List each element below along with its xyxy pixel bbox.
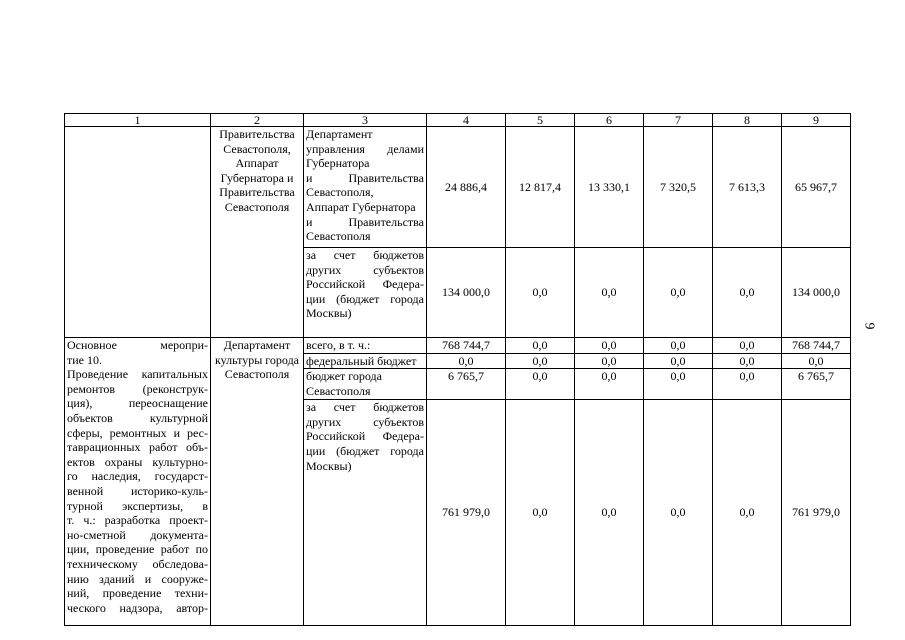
text-line: ний, проведение техни-: [67, 586, 208, 601]
header-cell: 2: [211, 114, 304, 127]
text-line: ции (бюджет города: [306, 443, 424, 458]
responsible-executor: [211, 338, 304, 626]
table-row: [65, 127, 851, 248]
header-cell: 7: [644, 114, 713, 127]
value-cell: 6 765,7: [427, 369, 506, 400]
value-cell: 0,0: [575, 400, 644, 626]
text-line: Правительства: [219, 127, 295, 141]
text-line: других субъектов: [306, 414, 424, 429]
value-cell: 761 979,0: [427, 400, 506, 626]
text-line: Департамент: [306, 127, 373, 141]
value-cell: 0,0: [575, 338, 644, 354]
page-number: 9: [861, 322, 877, 330]
funding-source: [304, 369, 427, 400]
text-line: Севастополя,: [306, 185, 374, 200]
funding-source: [304, 400, 427, 626]
value-cell: 0,0: [506, 248, 575, 338]
value-cell: 0,0: [713, 248, 782, 338]
value-cell: 6 765,7: [782, 369, 851, 400]
value-cell: 0,0: [644, 400, 713, 626]
text-line: управления делами: [306, 141, 424, 156]
text-line: Проведение капитальных: [67, 367, 208, 382]
text-line: Москвы): [306, 458, 352, 473]
text-line: Губернатора и: [220, 170, 294, 185]
text-line: тие 10.: [67, 352, 102, 367]
value-cell: 0,0: [644, 353, 713, 369]
value-cell: 0,0: [427, 353, 506, 369]
header-cell: 8: [713, 114, 782, 127]
text-line: федеральный бюджет: [306, 353, 417, 368]
value-cell: 0,0: [506, 400, 575, 626]
header-cell: 3: [304, 114, 427, 127]
text-line: Севастополя: [224, 367, 290, 382]
activity-description: [65, 338, 211, 626]
text-line: Аппарат: [235, 156, 279, 171]
value-cell: 0,0: [713, 400, 782, 626]
text-line: всего, в т. ч.:: [306, 338, 371, 352]
text-line: но-сметной документа-: [67, 527, 208, 542]
text-line: за счет бюджетов: [306, 400, 424, 415]
value-cell: 0,0: [713, 369, 782, 400]
text-line: Москвы): [306, 306, 352, 321]
responsible-executor: [211, 127, 304, 338]
funding-source: [304, 127, 427, 248]
text-line: ческого надзора, автор-: [67, 600, 208, 615]
value-cell: 761 979,0: [782, 400, 851, 626]
text-line: Севастополя: [306, 383, 371, 398]
header-cell: 5: [506, 114, 575, 127]
value-cell: 65 967,7: [782, 127, 851, 248]
value-cell: 134 000,0: [427, 248, 506, 338]
value-cell: 0,0: [782, 353, 851, 369]
funding-source: [304, 353, 427, 369]
header-cell: 6: [575, 114, 644, 127]
value-cell: 0,0: [506, 353, 575, 369]
text-line: Правительства: [219, 185, 295, 200]
text-line: и Правительства: [306, 214, 424, 229]
text-line: ремонтов (реконструк-: [67, 381, 208, 396]
text-line: других субъектов: [306, 262, 424, 277]
value-cell: 7 613,3: [713, 127, 782, 248]
header-row: [65, 114, 851, 127]
value-cell: 7 320,5: [644, 127, 713, 248]
value-cell: 0,0: [713, 338, 782, 354]
value-cell: 0,0: [575, 353, 644, 369]
funding-source: [304, 248, 427, 338]
value-cell: 24 886,4: [427, 127, 506, 248]
value-cell: 768 744,7: [427, 338, 506, 354]
value-cell: 0,0: [506, 338, 575, 354]
text-line: ция), переоснащение: [67, 396, 208, 411]
value-cell: 13 330,1: [575, 127, 644, 248]
text-line: Департамент: [223, 338, 291, 352]
budget-table: [64, 113, 851, 626]
text-line: культуры города: [215, 352, 299, 367]
text-line: Севастополя: [224, 199, 290, 214]
text-line: нию зданий и сооруже-: [67, 571, 208, 586]
text-line: Российской Федера-: [306, 429, 424, 444]
table-row: [65, 338, 851, 354]
text-line: турной экспертизы, в: [67, 498, 208, 513]
text-line: объектов культурной: [67, 410, 208, 425]
text-line: Губернатора: [306, 156, 370, 171]
text-line: Российской Федера-: [306, 277, 424, 292]
text-line: Аппарат Губернатора: [306, 199, 416, 214]
text-line: бюджет города: [306, 369, 382, 384]
text-line: ции, проведение работ по: [67, 542, 208, 557]
text-line: за счет бюджетов: [306, 248, 424, 262]
text-line: венной историко-куль-: [67, 483, 208, 498]
funding-source: [304, 338, 427, 354]
empty-cell: [65, 127, 211, 338]
text-line: техническому обследова-: [67, 556, 208, 571]
header-cell: 9: [782, 114, 851, 127]
text-line: го наследия, государст-: [67, 469, 208, 484]
text-line: Севастополя: [306, 229, 371, 244]
text-line: сферы, ремонтных и рес-: [67, 425, 208, 440]
text-line: Севастополя,: [223, 141, 291, 156]
text-line: таврационных работ объ-: [67, 440, 208, 455]
header-cell: 1: [65, 114, 211, 127]
value-cell: 0,0: [575, 248, 644, 338]
text-line: Основное меропри-: [67, 338, 208, 352]
value-cell: 0,0: [644, 248, 713, 338]
value-cell: 12 817,4: [506, 127, 575, 248]
value-cell: 768 744,7: [782, 338, 851, 354]
value-cell: 0,0: [506, 369, 575, 400]
value-cell: 0,0: [644, 369, 713, 400]
text-line: и Правительства: [306, 170, 424, 185]
text-line: ектов охраны культурно-: [67, 454, 208, 469]
header-cell: 4: [427, 114, 506, 127]
value-cell: 0,0: [713, 353, 782, 369]
text-line: т. ч.: разработка проект-: [67, 513, 208, 528]
value-cell: 0,0: [644, 338, 713, 354]
value-cell: 0,0: [575, 369, 644, 400]
text-line: ции (бюджет города: [306, 291, 424, 306]
value-cell: 134 000,0: [782, 248, 851, 338]
